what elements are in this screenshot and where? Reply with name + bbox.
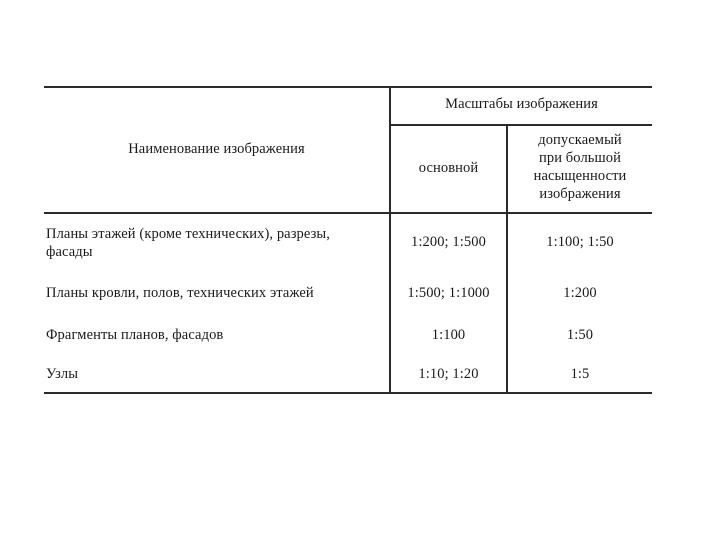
row-2-main-scale: 1:500; 1:1000: [407, 285, 490, 301]
row-3-allowed-scale: 1:50: [566, 327, 594, 343]
row-4-main-scale: 1:10; 1:20: [418, 366, 479, 382]
row-3-main-scale: 1:100: [431, 327, 466, 343]
row-2-allowed-scale: 1:200: [563, 285, 597, 301]
row-1-main-scale: 1:200; 1:500: [411, 234, 486, 250]
scales-group-divider: [390, 124, 652, 126]
row-4-name: Узлы: [46, 366, 79, 382]
header-main-scale: основной: [418, 160, 479, 176]
table-top-border: [44, 86, 652, 88]
row-4-allowed-scale: 1:5: [570, 366, 590, 382]
header-name-column: Наименование изображения: [128, 141, 305, 157]
table-bottom-border: [44, 392, 652, 394]
row-1-name: Планы этажей (кроме технических), разрезы, фасады: [46, 226, 331, 260]
header-scales-group: Масштабы изображения: [445, 96, 598, 112]
row-3-name: Фрагменты планов, фасадов: [46, 327, 224, 343]
header-allowed-scale: допускаемый при большой насыщенности изображения: [533, 132, 627, 202]
row-2-name: Планы кровли, полов, технических этажей: [46, 285, 314, 301]
header-bottom-border: [44, 212, 652, 214]
scale-table: [44, 86, 652, 394]
row-1-allowed-scale: 1:100; 1:50: [546, 234, 614, 250]
